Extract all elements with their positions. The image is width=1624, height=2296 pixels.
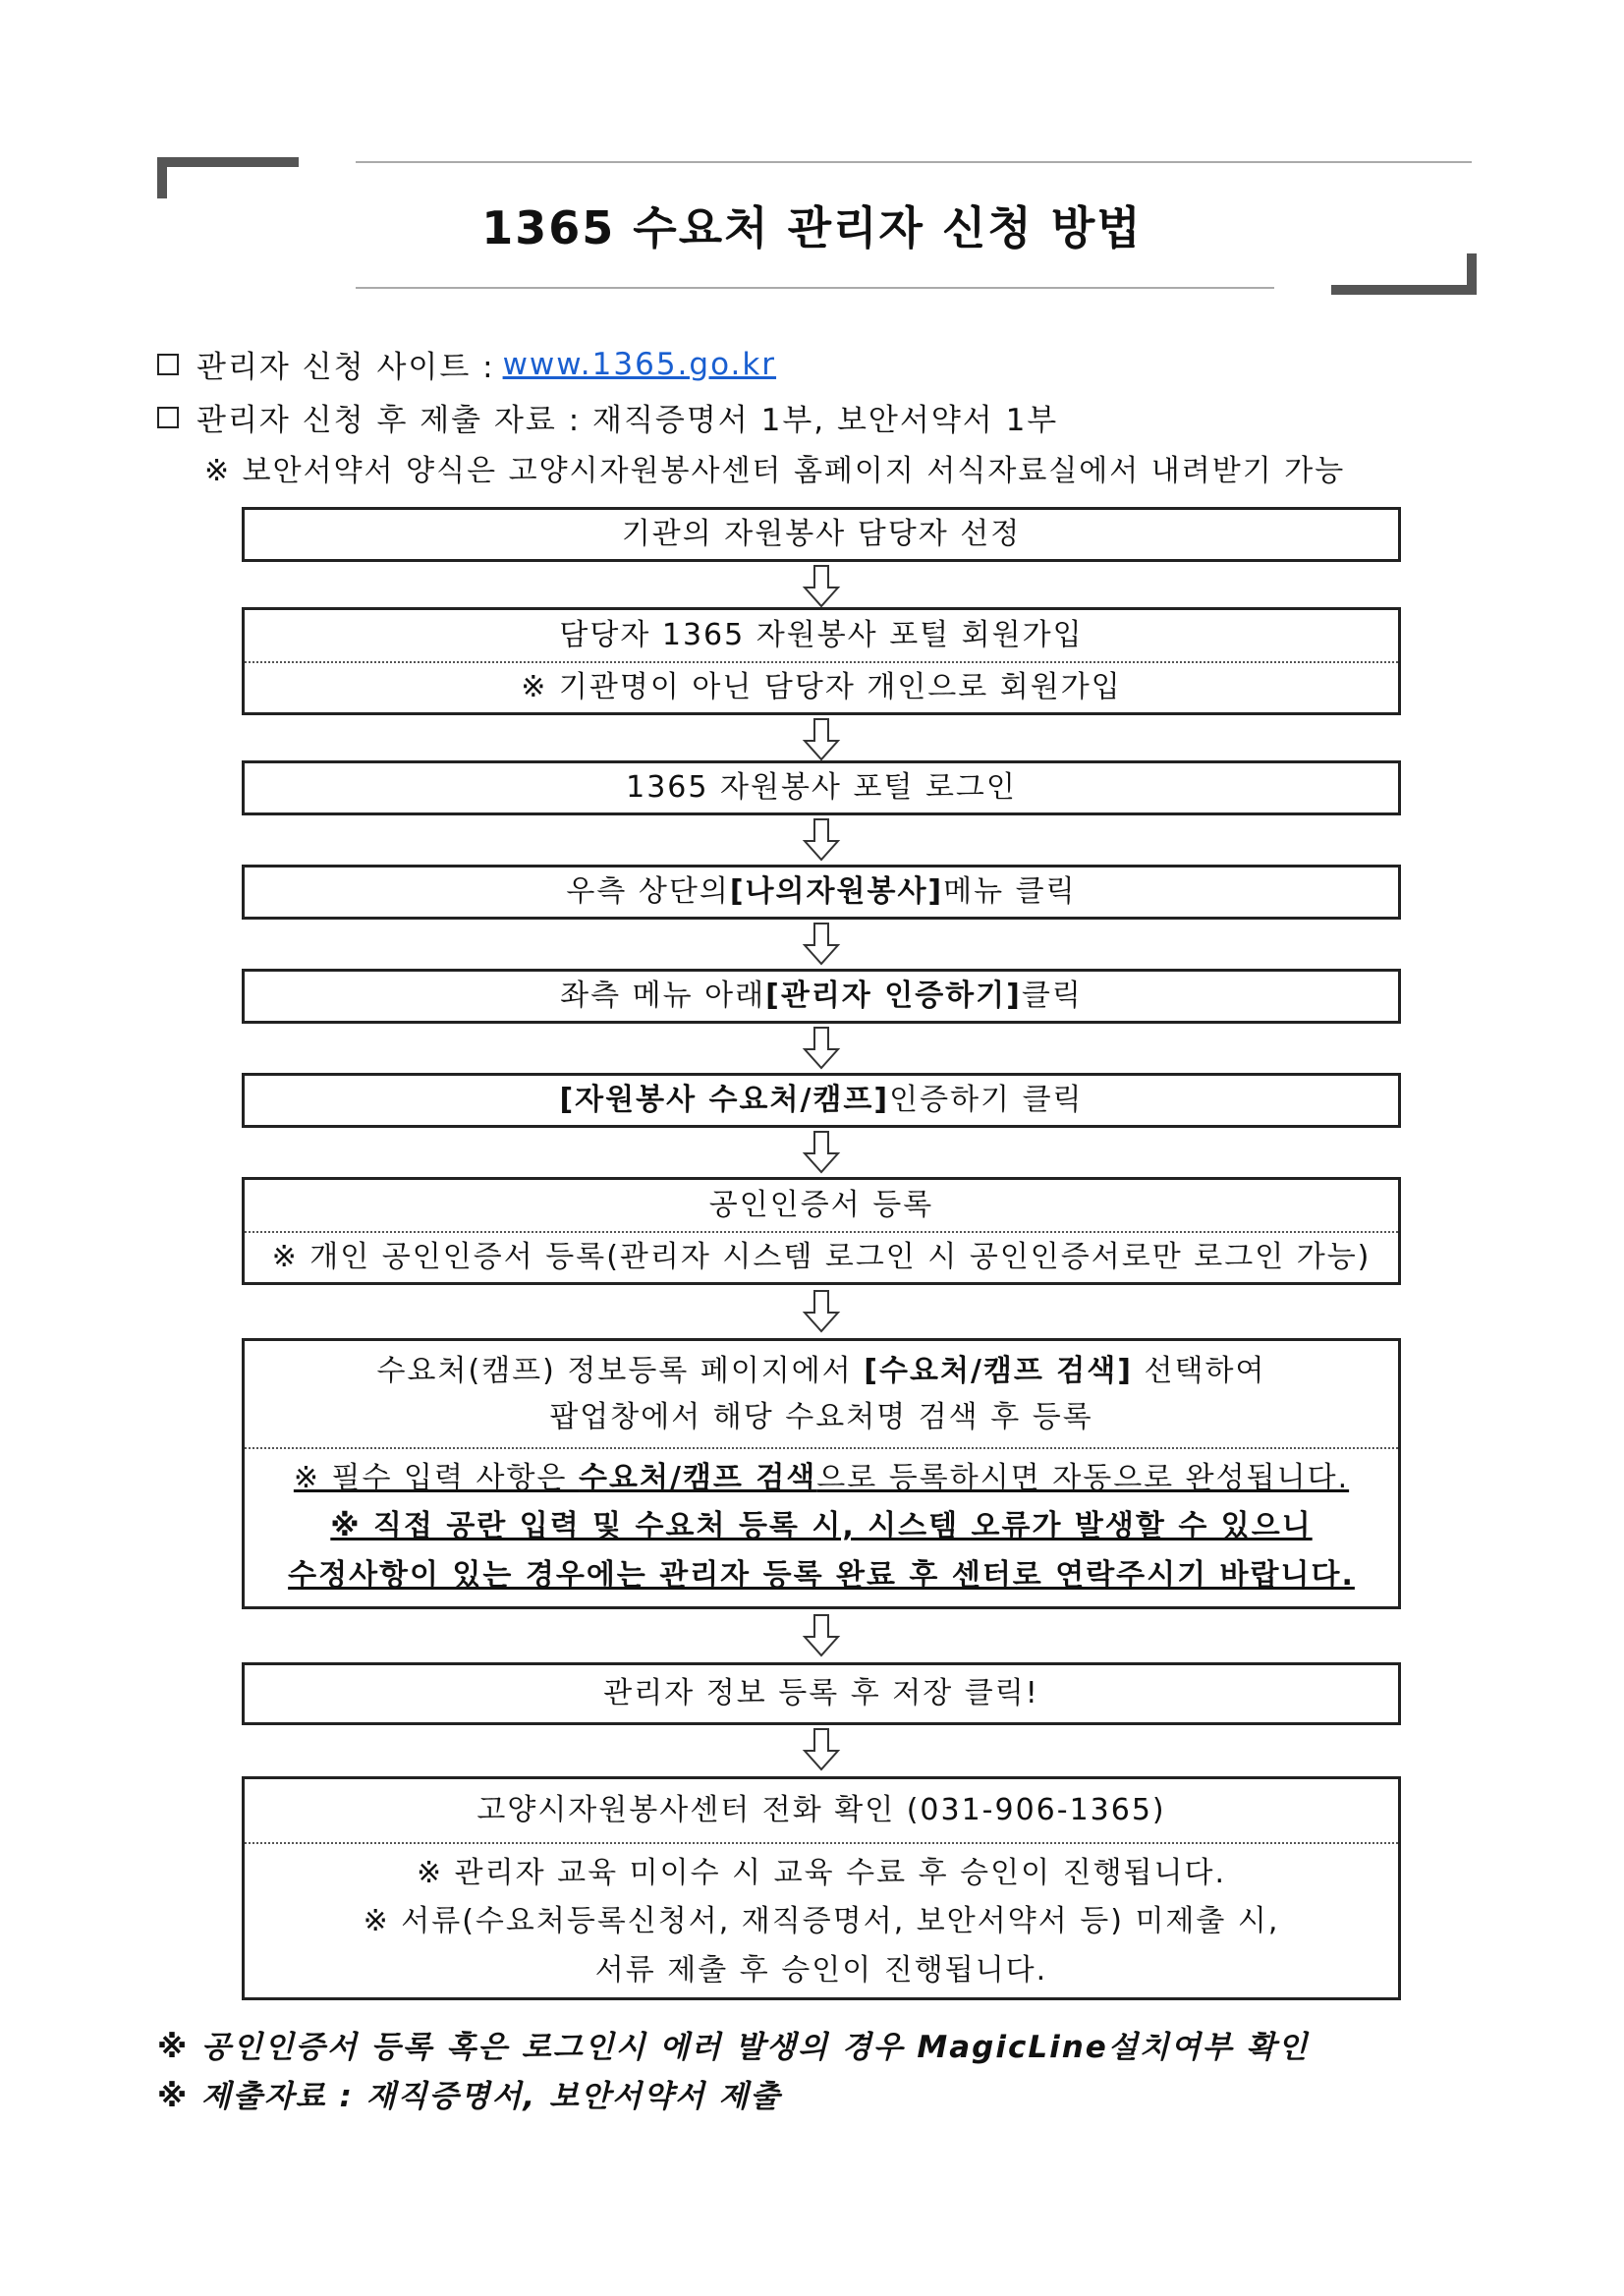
step-10-main: 고양시자원봉사센터 전화 확인 (031-906-1365) [476,1793,1166,1828]
step-5-post: 클릭 [1021,979,1083,1014]
step-8-notes [245,1447,1398,1604]
bottom-right-bracket-horizontal [1331,285,1477,295]
step-6-text [245,1076,1398,1125]
step-5-box [242,969,1401,1024]
step-10-note-2: ※ 서류(수요처등록신청서, 재직증명서, 보안서약서 등) 미제출 시, [363,1904,1280,1939]
step-7-main: 공인인증서 등록 [708,1188,934,1223]
step-8-line-1-menu: [수요처/캠프 검색] [864,1353,1133,1388]
step-3-text: 1365 자원봉사 포털 로그인 [626,770,1017,806]
docs-bullet [157,395,1058,439]
step-8-line-1 [377,1353,1266,1390]
docs-text: 관리자 신청 후 제출 자료 : 재직증명서 1부, 보안서약서 1부 [196,403,1059,438]
step-4-pre: 우측 상단의 [566,874,730,910]
footnote-documents: ※ 제출자료 : 재직증명서, 보안서약서 제출 [157,2079,782,2114]
down-arrow-icon [801,817,842,863]
step-2-note: ※ 기관명이 아닌 담당자 개인으로 회원가입 [245,661,1398,712]
step-4-text [245,868,1398,917]
footnote-magicline: ※ 공인인증서 등록 혹은 로그인시 에러 발생의 경우 MagicLine설치여부 확인 [157,2030,1310,2065]
down-arrow-icon [801,1026,842,1071]
step-8-note-2: ※ 직접 공란 입력 및 수요처 등록 시, 시스템 오류가 발생할 수 있으니 [330,1509,1313,1544]
step-6-post: 인증하기 클릭 [889,1083,1084,1118]
down-arrow-icon [801,564,842,609]
docs-note: ※ 보안서약서 양식은 고양시자원봉사센터 홈페이지 서식자료실에서 내려받기 가능 [204,454,1346,488]
step-6-box [242,1073,1401,1128]
step-5-pre: 좌측 메뉴 아래 [560,979,766,1014]
step-9-box [242,1662,1401,1725]
step-9-text: 관리자 정보 등록 후 저장 클릭! [603,1676,1039,1711]
checkbox-icon [157,354,179,375]
step-6-menu: [자원봉사 수요처/캠프] [559,1083,890,1118]
bottom-right-bracket-vertical [1467,253,1477,295]
top-left-bracket-horizontal [157,157,299,167]
step-7-box [242,1177,1401,1285]
step-2-main: 담당자 1365 자원봉사 포털 회원가입 [559,618,1084,653]
site-bullet [157,342,776,386]
step-4-post: 메뉴 클릭 [943,874,1077,910]
step-3-box [242,760,1401,815]
step-10-note-1: ※ 관리자 교육 미이수 시 교육 수료 후 승인이 진행됩니다. [416,1855,1227,1890]
step-5-text [245,972,1398,1021]
down-arrow-icon [801,1130,842,1175]
site-label: 관리자 신청 사이트 : [196,350,495,385]
step-8-line-1-pre: 수요처(캠프) 정보등록 페이지에서 [376,1353,865,1388]
step-8-line-1-post: 선택하여 [1132,1353,1266,1388]
down-arrow-icon [801,1727,842,1772]
step-4-box [242,865,1401,920]
step-10-notes [245,1842,1398,1999]
down-arrow-icon [801,717,842,762]
down-arrow-icon [801,1613,842,1658]
step-7-note: ※ 개인 공인인증서 등록(관리자 시스템 로그인 시 공인인증서로만 로그인 가능) [245,1231,1398,1282]
step-8-box [242,1338,1401,1609]
step-8-note-1-pre: ※ 필수 입력 사항은 [293,1460,580,1495]
step-2-box [242,607,1401,715]
step-8-line-2: 팝업창에서 해당 수요처명 검색 후 등록 [549,1400,1093,1434]
site-link[interactable]: www.1365.go.kr [502,346,777,382]
down-arrow-icon [801,922,842,967]
bottom-rule [356,287,1274,289]
step-1-box [242,507,1401,562]
step-10-note-3: 서류 제출 후 승인이 진행됩니다. [594,1952,1048,1988]
down-arrow-icon [801,1289,842,1334]
checkbox-icon [157,407,179,428]
step-8-note-1-post: 으로 등록하시면 자동으로 완성됩니다. [816,1460,1350,1495]
step-8-main [245,1341,1398,1447]
step-5-menu: [관리자 인증하기] [765,979,1022,1014]
step-1-text: 기관의 자원봉사 담당자 선정 [621,517,1022,552]
step-10-box [242,1776,1401,2000]
step-8-note-1 [294,1460,1349,1497]
step-8-note-1-bold: 수요처/캠프 검색 [579,1460,817,1495]
page-title: 1365 수요처 관리자 신청 방법 [481,201,1143,254]
step-8-note-3: 수정사항이 있는 경우에는 관리자 등록 완료 후 센터로 연락주시기 바랍니다. [288,1557,1355,1593]
step-4-menu: [나의자원봉사] [729,874,944,910]
top-rule [356,161,1472,163]
